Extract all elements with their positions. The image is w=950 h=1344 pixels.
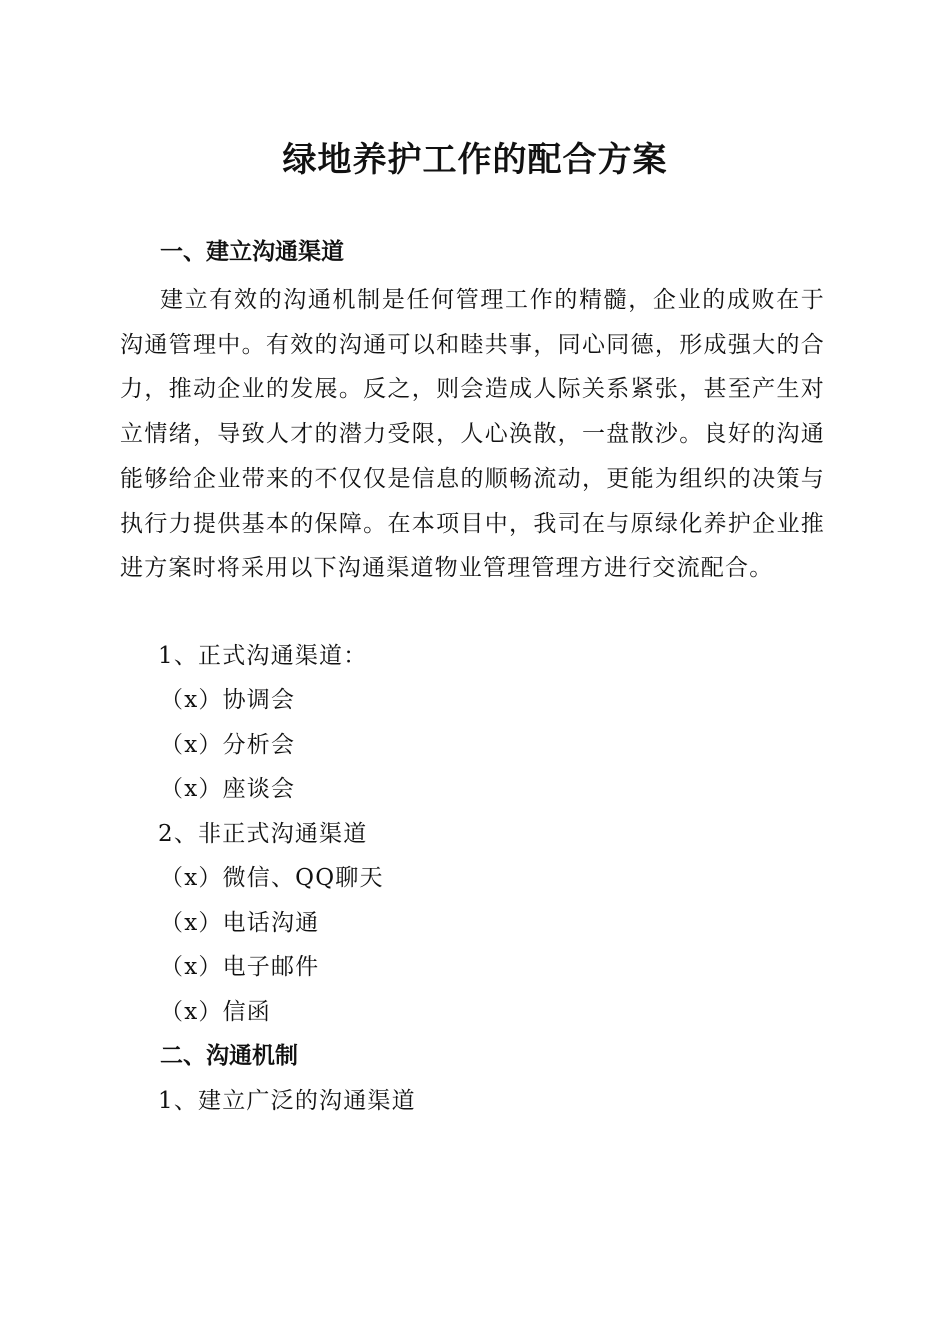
informal-channels-label: 2、非正式沟通渠道 [158, 821, 368, 847]
list-item: （x）分析会 [160, 732, 296, 758]
section-heading-communication-channels: 一、建立沟通渠道 [160, 239, 344, 265]
formal-channels-label: 1、正式沟通渠道： [158, 643, 368, 669]
list-item: （x）电话沟通 [160, 910, 320, 936]
list-item: （x）信函 [160, 999, 271, 1025]
list-item: （x）座谈会 [160, 776, 296, 802]
document-title: 绿地养护工作的配合方案 [282, 140, 668, 180]
intro-paragraph: 建立有效的沟通机制是任何管理工作的精髓，企业的成败在于沟通管理中。有效的沟通可以和睦共事，同心同德，形成强大的合力，推动企业的发展。反之，则会造成人际关系紧张，甚至产生对立情绪，导致人才的潜力受限，人心涣散，一盘散沙。良好的沟通能够给企业带来的不仅仅是信息的顺畅流动，更能为组织的决策与执行力提供基本的保障。在本项目中，我司在与原绿化养护企业推进方案时将采用以下沟通渠道物业管理管理方进行交流配合。 [120, 287, 825, 582]
list-item: （x）微信、QQ聊天 [160, 865, 384, 891]
sub-heading-broad-channels: 1、建立广泛的沟通渠道 [158, 1088, 416, 1114]
list-item: （x）协调会 [160, 687, 296, 713]
list-item: （x）电子邮件 [160, 954, 320, 980]
section-heading-communication-mechanism: 二、沟通机制 [160, 1043, 298, 1069]
